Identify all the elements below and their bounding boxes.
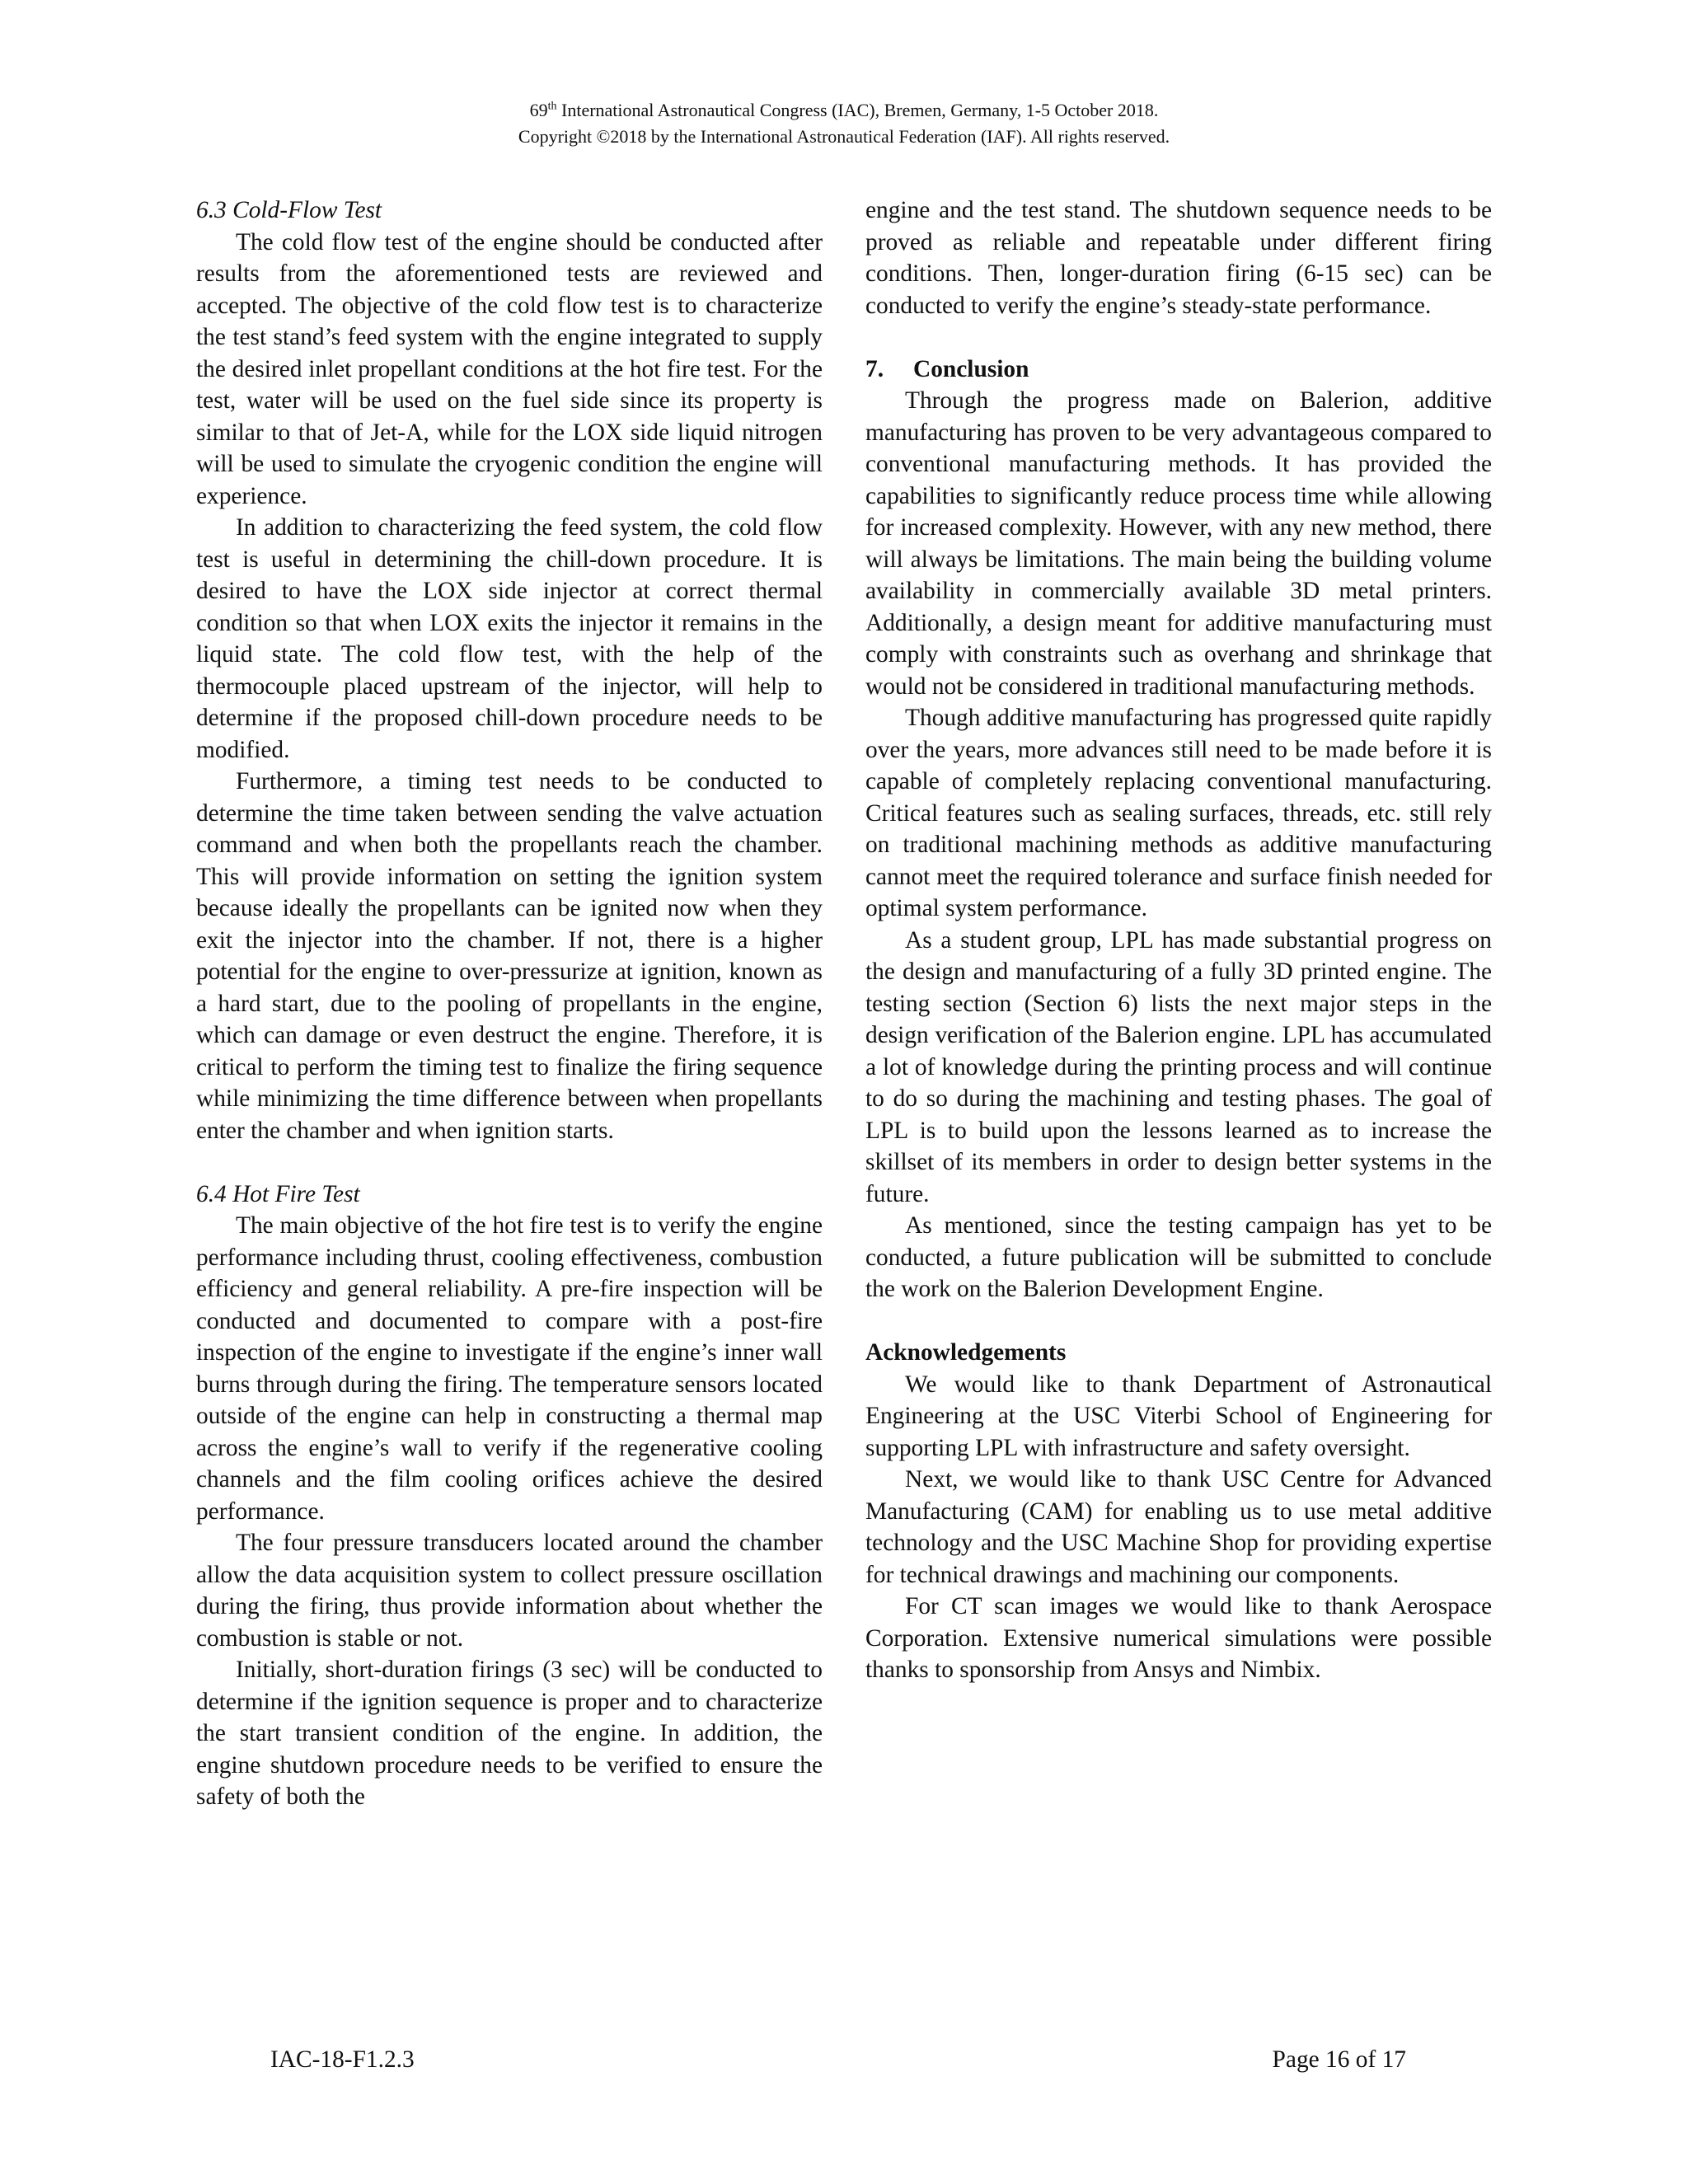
page-header: [0, 97, 1688, 150]
section-6-3-paragraph-3: Furthermore, a timing test needs to be conducted to determine the time taken between sending the valve actuation command and when both the propellants reach the chamber. This will provide information on setting the ignition system because ideally the propellants can be ignited now when they exit the injector into the chamber. If not, there is a higher potential for the engine to over-pressurize at ignition, known as a hard start, due to the pooling of propellants in the engine, which can damage or even destruct the engine. Therefore, it is critical to perform the timing test to finalize the firing sequence while minimizing the time difference between when propellants enter the chamber and when ignition starts.: [196, 768, 823, 1144]
header-line-copyright: Copyright ©2018 by the International Astronautical Federation (IAF). All rights reserved.: [518, 126, 1170, 147]
section-gap: [196, 1146, 823, 1179]
conclusion-paragraph-4: As mentioned, since the testing campaign has yet to be conducted, a future publication will be submitted to conclude the work on the Balerion Development Engine.: [865, 1212, 1492, 1302]
section-6-3-heading: 6.3 Cold-Flow Test: [196, 197, 382, 223]
right-column: [865, 194, 1492, 1686]
section-6-4-paragraph-2: The four pressure transducers located around the chamber allow the data acquisition system to collect pressure oscillation during the firing, thus provide information about whether the combustion is stable or not.: [196, 1530, 823, 1652]
footer-page-number: Page 16 of 17: [1272, 2046, 1406, 2073]
conclusion-paragraph-2: Though additive manufacturing has progressed quite rapidly over the years, more advances still need to be made before it is capable of completely replacing conventional manufacturing. Critical features such as sealing surfaces, threads, etc. still rely on traditional machining methods as additive manufacturing cannot meet the required tolerance and surface finish needed for optimal system performance.: [865, 705, 1492, 921]
acknowledgements-heading: Acknowledgements: [865, 1339, 1067, 1366]
acknowledgements-paragraph-3: For CT scan images we would like to thank Aerospace Corporation. Extensive numerical simulations were possible thanks to sponsorship from Ansys and Nimbix.: [865, 1593, 1492, 1683]
section-6-4-continuation: engine and the test stand. The shutdown sequence needs to be proved as reliable and repeatable under different firing conditions. Then, longer-duration firing (6-15 sec) can be conducted to verify the engine’s steady-state performance.: [865, 197, 1492, 319]
header-ordinal-suffix: th: [547, 100, 557, 113]
header-congress-text: International Astronautical Congress (IAC), Bremen, Germany, 1-5 October 2018.: [556, 100, 1159, 120]
section-6-4-heading: 6.4 Hot Fire Test: [196, 1180, 360, 1207]
conclusion-paragraph-1: Through the progress made on Balerion, additive manufacturing has proven to be very advantageous compared to conventional manufacturing methods. It has provided the capabilities to significantly reduce process time while allowing for increased complexity. However, with any new method, there will always be limitations. The main being the building volume availability in commercially available 3D metal printers. Additionally, a design meant for additive manufacturing must comply with constraints such as overhang and shrinkage that would not be considered in traditional manufacturing methods.: [865, 387, 1492, 700]
section-6-3-paragraph-2: In addition to characterizing the feed system, the cold flow test is useful in determining the chill-down procedure. It is desired to have the LOX side injector at correct thermal condition so that when LOX exits the injector it remains in the liquid state. The cold flow test, with the help of the thermocouple placed upstream of the injector, will help to determine if the proposed chill-down procedure needs to be modified.: [196, 514, 823, 763]
footer-paper-id: IAC-18-F1.2.3: [270, 2046, 415, 2073]
conclusion-title: Conclusion: [913, 355, 1029, 382]
header-ordinal: 69: [529, 100, 548, 120]
section-6-3-paragraph-1: The cold flow test of the engine should be conducted after results from the aforementioned tests are reviewed and accepted. The objective of the cold flow test is to characterize the test stand’s feed system with the engine integrated to supply the desired inlet propellant conditions at the hot fire test. For the test, water will be used on the fuel side since its property is similar to that of Jet-A, while for the LOX side liquid nitrogen will be used to simulate the cryogenic condition the engine will experience.: [196, 228, 823, 509]
conclusion-number: 7.: [865, 355, 884, 382]
acknowledgements-paragraph-1: We would like to thank Department of Astronautical Engineering at the USC Viterbi School of Engineering for supporting LPL with infrastructure and safety oversight.: [865, 1371, 1492, 1461]
section-6-4-paragraph-3: Initially, short-duration firings (3 sec) will be conducted to determine if the ignition sequence is proper and to characterize the start transient condition of the engine. In addition, the engine shutdown procedure needs to be verified to ensure the safety of both the: [196, 1657, 823, 1810]
section-gap: [865, 1305, 1492, 1338]
left-column: [196, 194, 823, 1813]
section-gap: [865, 321, 1492, 354]
conclusion-paragraph-3: As a student group, LPL has made substantial progress on the design and manufacturing of a fully 3D printed engine. The testing section (Section 6) lists the next major steps in the design verification of the Balerion engine. LPL has accumulated a lot of knowledge during the printing process and will continue to do so during the machining and testing phases. The goal of LPL is to build upon the lessons learned as to increase the skillset of its members in order to design better systems in the future.: [865, 926, 1492, 1207]
section-6-4-paragraph-1: The main objective of the hot fire test is to verify the engine performance including thrust, cooling effectiveness, combustion efficiency and general reliability. A pre-fire inspection will be conducted and documented to compare with a post-fire inspection of the engine to investigate if the engine’s inner wall burns through during the firing. The temperature sensors located outside of the engine can help in constructing a thermal map across the engine’s wall to verify if the regenerative cooling channels and the film cooling orifices achieve the desired performance.: [196, 1212, 823, 1525]
conclusion-heading: [865, 354, 1492, 386]
acknowledgements-paragraph-2: Next, we would like to thank USC Centre for Advanced Manufacturing (CAM) for enabling us to use metal additive technology and the USC Machine Shop for providing expertise for technical drawings and machining our components.: [865, 1466, 1492, 1588]
header-line-congress: [0, 97, 1688, 124]
